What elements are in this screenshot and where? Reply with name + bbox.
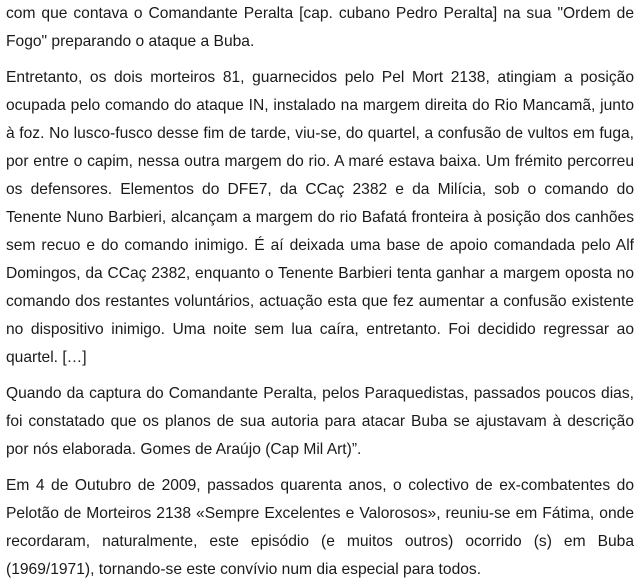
document-body (6, 0, 634, 584)
paragraph-mortar-attack: Entretanto, os dois morteiros 81, guarnecidos pelo Pel Mort 2138, atingiam a posição ocupada pelo comando do ataque IN, instalado na margem direita do Rio Mancamã, junto à foz. No lusco-fusco desse fim de tarde, viu-se, do quartel, a confusão de vultos em fuga, por entre o capim, nessa outra margem do rio. A maré estava baixa. Um frémito percorreu os defensores. Elementos do DFE7, da CCaç 2382 e da Milícia, sob o comando do Tenente Nuno Barbieri, alcançam a margem do rio Bafatá fronteira à posição dos canhões sem recuo e do comando inimigo. É aí deixada uma base de apoio comandada pelo Alf Domingos, da CCaç 2382, enquanto o Tenente Barbieri tenta ganhar a margem oposta no comando dos restantes voluntários, actuação esta que fez aumentar a confusão existente no dispositivo inimigo. Uma noite sem lua caíra, entretanto. Foi decidido regressar ao quartel. […] (6, 69, 634, 366)
paragraph-reunion: Em 4 de Outubro de 2009, passados quarenta anos, o colectivo de ex-combatentes do Pelotão de Morteiros 2138 «Sempre Excelentes e Valorosos», reuniu-se em Fátima, onde recordaram, naturalmente, este episódio (e muitos outros) ocorrido (s) em Buba (1969/1971), tornando-se este convívio num dia especial para todos. (6, 477, 634, 578)
paragraph-continuation: com que contava o Comandante Peralta [cap. cubano Pedro Peralta] na sua "Ordem de Fogo" preparando o ataque a Buba. (6, 5, 634, 50)
paragraph-peralta-capture: Quando da captura do Comandante Peralta, pelos Paraquedistas, passados poucos dias, foi constatado que os planos de sua autoria para atacar Buba se ajustavam à descrição por nós elaborada. Gomes de Araújo (Cap Mil Art)”. (6, 385, 634, 458)
